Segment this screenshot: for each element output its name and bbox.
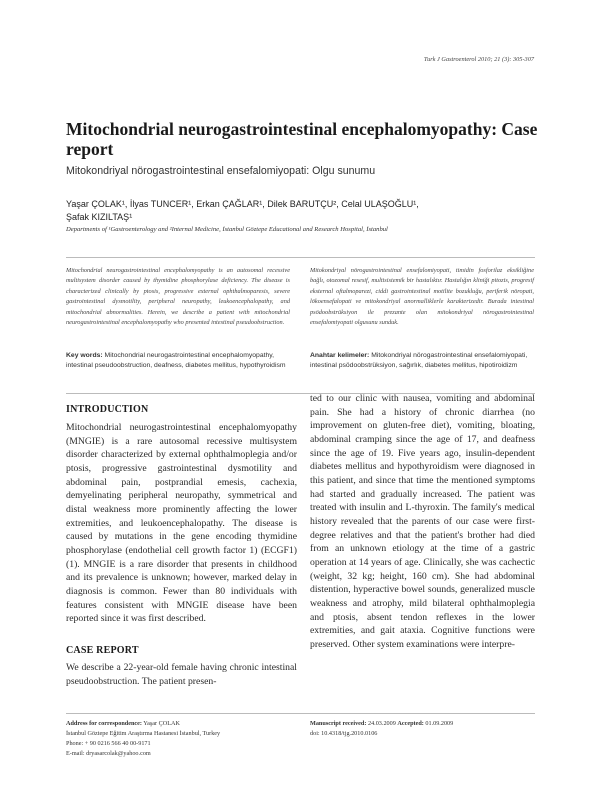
anahtar-kelimeler-text: Mitokondriyal nörogastrointestinal ensefalomiyopati, intestinal psödoobstrüksiyon, sağırlık, diabetes mellitus, hipotiroidizm (310, 352, 528, 370)
case-report-heading: CASE REPORT (66, 645, 139, 656)
correspondence-address: İstanbul Göztepe Eğitim Araştırma Hastanesi İstanbul, Turkey (66, 730, 221, 738)
received-label: Manuscript received: (310, 720, 367, 727)
keywords-text: Mitochondrial neurogastrointestinal encephalomyopathy, intestinal pseudoobstruction, deafness, diabetes mellitus, hypothyroidism (66, 352, 286, 370)
keywords-english (66, 351, 290, 372)
correspondence-label: Address for correspondence: (66, 720, 142, 727)
authors-line-1: Yaşar ÇOLAK¹, İlyas TUNCER¹, Erkan ÇAĞLAR¹, Dilek BARUTÇU², Celal ULAŞOĞLU¹, (66, 199, 419, 209)
manuscript-info (310, 719, 535, 739)
abstract-english: Mitochondrial neurogastrointestinal encephalomyopathy is an autosomal recessive multisystem disorder caused by thymidine phosphorylase deficiency. The disease is characterized clinically by ptosis, progressive external ophthalmoparesis, severe gastrointestinal dysmotility, peripheral neuropathy, leukoencephalopathy, and mitochondrial abnormalities. Herein, we describe a patient with mitochondrial neurogastrointestinal encephalomyopathy who presented intestinal pseudoobstruction. (66, 267, 290, 327)
keywords-label: Key words: (66, 352, 103, 359)
doi: doi: 10.4318/tjg.2010.0106 (310, 730, 378, 738)
article-subtitle: Mitokondriyal nörogastrointestinal ensefalomiyopati: Olgu sunumu (66, 165, 376, 177)
correspondence-name: Yaşar ÇOLAK (143, 720, 180, 727)
introduction-heading: INTRODUCTION (66, 404, 149, 415)
divider-top (66, 257, 535, 258)
correspondence-email: E-mail: dryasarcolak@yahoo.com (66, 750, 151, 758)
anahtar-kelimeler-label: Anahtar kelimeler: (310, 352, 370, 359)
author-list (66, 198, 536, 223)
affiliation: Departments of ¹Gastroenterology and ²Internal Medicine, İstanbul Göztepe Educational and Research Hospital, İstanbul (66, 226, 388, 233)
divider-footer (66, 713, 535, 714)
case-report-text-right: ted to our clinic with nausea, vomiting and abdominal pain. She had a history of chronic diarrhea (no improvement on gluten-free diet), vomiting, bloating, abdominal cramping since the age of 17, and deafness since the age of 19. Five years ago, insulin-dependent diabetes mellitus and hypothyroidism were diagnosed in this patient, and since that time the mentioned symptoms had started and gradually increased. The patient was treated with insulin and L-thyroxin. The family's medical history revealed that the parents of our case were first-degree relatives and that the patient's brother had died from an unknown etiology at the time of a gastric operation at 14 years of age. Clinically, she was cachectic (weight, 32 kg; height, 160 cm). She had abdominal distention, hyperactive bowel sounds, generalized muscle weakness and atrophy, mild bilateral ophthalmoplegia and ptosis, absent tendon reflexes in the lower extremities, and gait ataxia. Cognitive functions were preserved. Other system examinations were interpre- (310, 393, 535, 650)
accepted-date: 01.09.2009 (425, 720, 454, 727)
authors-line-2: Şafak KIZILTAŞ¹ (66, 211, 133, 222)
keywords-turkish (310, 351, 534, 372)
correspondence-block (66, 719, 296, 759)
accepted-label: Accepted: (397, 720, 424, 727)
correspondence-line (66, 719, 296, 729)
article-title: Mitochondrial neurogastrointestinal encephalomyopathy: Case report (66, 119, 538, 159)
journal-reference: Turk J Gastroenterol 2010; 21 (3): 305-307 (423, 56, 534, 63)
abstract-turkish: Mitokondriyal nörogastrointestinal ensefalomiyopati, timidin fosforilaz eksikliğine bağlı, otozomal resesif, multisistemik bir hastalıktır. Hastalığın kliniği pitozis, progresif eksternal oftalmoparezi, ciddi gastrointestinal motilite bozukluğu, periferik nöropati, lökoensefalopati ve mitokondriyal anormalliklerle karakterizedir. Burada intestinal psödoobstrüksiyon ile prezante olan mitokondriyal nörogastrointestinal ensefalomiyopati olgusunu sunduk. (310, 267, 534, 327)
introduction-text: Mitochondrial neurogastrointestinal encephalomyopathy (MNGIE) is a rare autosomal recessive multisystem disorder characterized by external ophthalmoplegia and/or ptosis, progressive gastrointestinal dysmotility and abdominal pain, postprandial emesis, cachexia, demyelinating peripheral neuropathy, symmetrical and distal weakness more prominently affecting the lower extremities, and leukoencephalopathy. The disease is caused by mutations in the gene encoding thymidine phosphorylase (endothelial cell growth factor 1) (ECGF1) (1). MNGIE is a rare disorder that presents in childhood and its prevalence is unknown; however, marked delay in diagnosis is common. Fewer than 80 individuals with features consistent with MNGIE disease have been reported since it was first described. (66, 422, 297, 625)
correspondence-phone: Phone: + 90 0216 566 40 00-9171 (66, 740, 151, 748)
manuscript-dates (310, 719, 535, 729)
received-date: 24.03.2009 (367, 720, 396, 727)
case-report-text-left: We describe a 22-year-old female having chronic intestinal pseudoobstruction. The patient presen- (66, 662, 297, 687)
